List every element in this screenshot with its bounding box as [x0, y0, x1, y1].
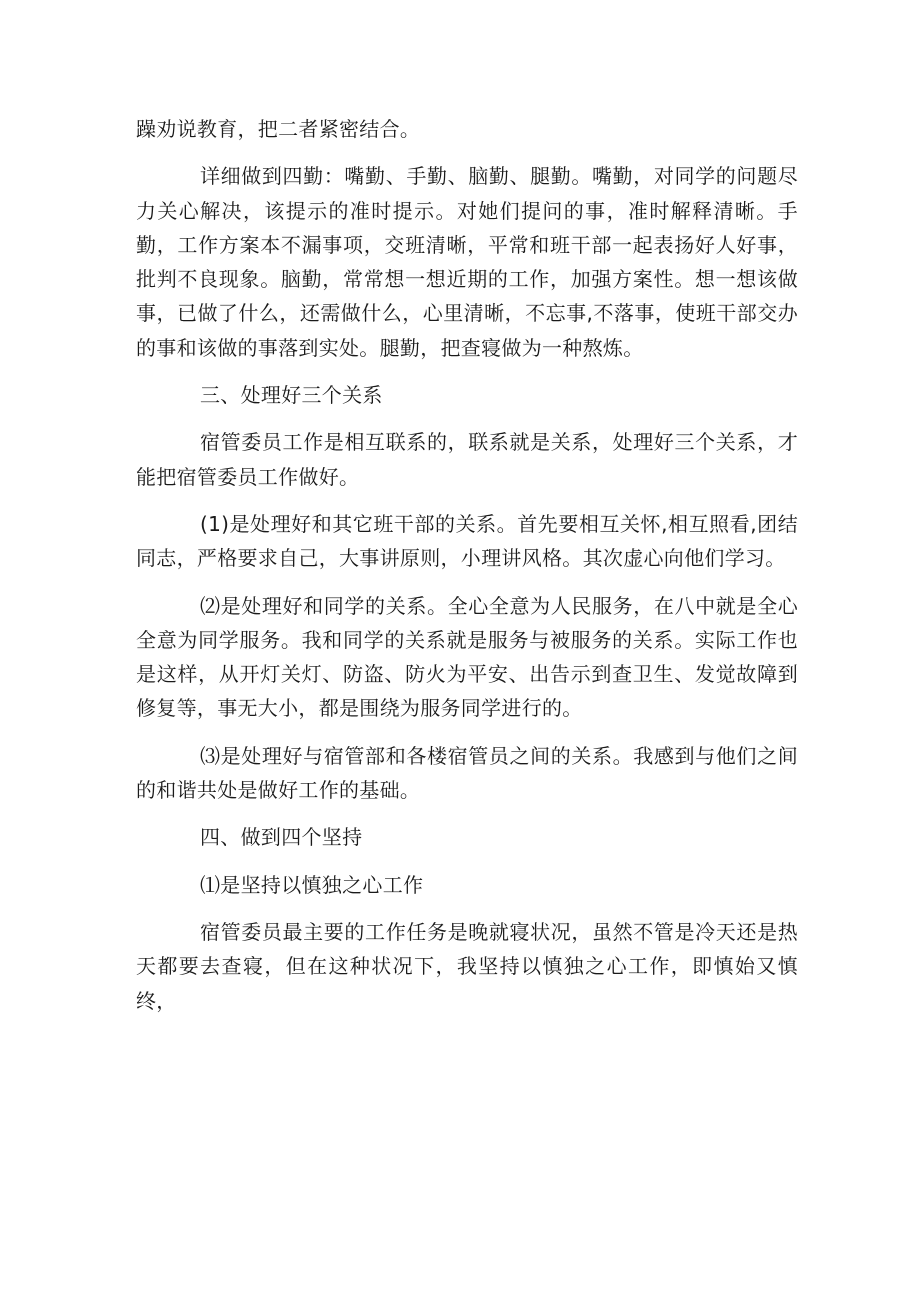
document-page	[136, 112, 798, 1031]
paragraph-persistence-1: 宿管委员最主要的工作任务是晚就寝状况，虽然不管是冷天还是热天都要去查寝，但在这种状况下，我坚持以慎独之心工作，即慎始又慎终，	[136, 919, 798, 1013]
section-heading-four-persistences: 四、做到四个坚持	[200, 825, 363, 850]
section-heading-three-relations: 三、处理好三个关系	[200, 383, 383, 408]
sub-heading-persistence-1: ⑴是坚持以慎独之心工作	[200, 872, 424, 897]
paragraph-relation-1: (1)是处理好和其它班干部的关系。首先要相互关怀,相互照看,团结同志，严格要求自己，大事讲原则，小理讲风格。其次虚心向他们学习。	[136, 511, 798, 571]
paragraph-relation-3: ⑶是处理好与宿管部和各楼宿管员之间的关系。我感到与他们之间的和谐共处是做好工作的基础。	[136, 743, 798, 803]
paragraph-relations-intro: 宿管委员工作是相互联系的，联系就是关系，处理好三个关系，才能把宿管委员工作做好。	[136, 430, 798, 489]
paragraph-relation-2: ⑵是处理好和同学的关系。全心全意为人民服务，在八中就是全心全意为同学服务。我和同学的关系就是服务与被服务的关系。实际工作也是这样，从开灯关灯、防盗、防火为平安、出告示到查卫生、发觉故障到修复等，事无大小，都是围绕为服务同学进行的。	[136, 593, 798, 721]
paragraph-continuation: 躁劝说教育，把二者紧密结合。	[136, 117, 421, 141]
paragraph-four-diligences: 详细做到四勤：嘴勤、手勤、脑勤、腿勤。嘴勤，对同学的问题尽力关心解决，该提示的准时提示。对她们提问的事，准时解释清晰。手勤，工作方案本不漏事项，交班清晰，平常和班干部一起表扬好人好事，批判不良现象。脑勤，常常想一想近期的工作，加强方案性。想一想该做事，已做了什么，还需做什么，心里清晰，不忘事,不落事，使班干部交办的事和该做的事落到实处。腿勤，把查寝做为一种熬炼。	[136, 164, 798, 360]
